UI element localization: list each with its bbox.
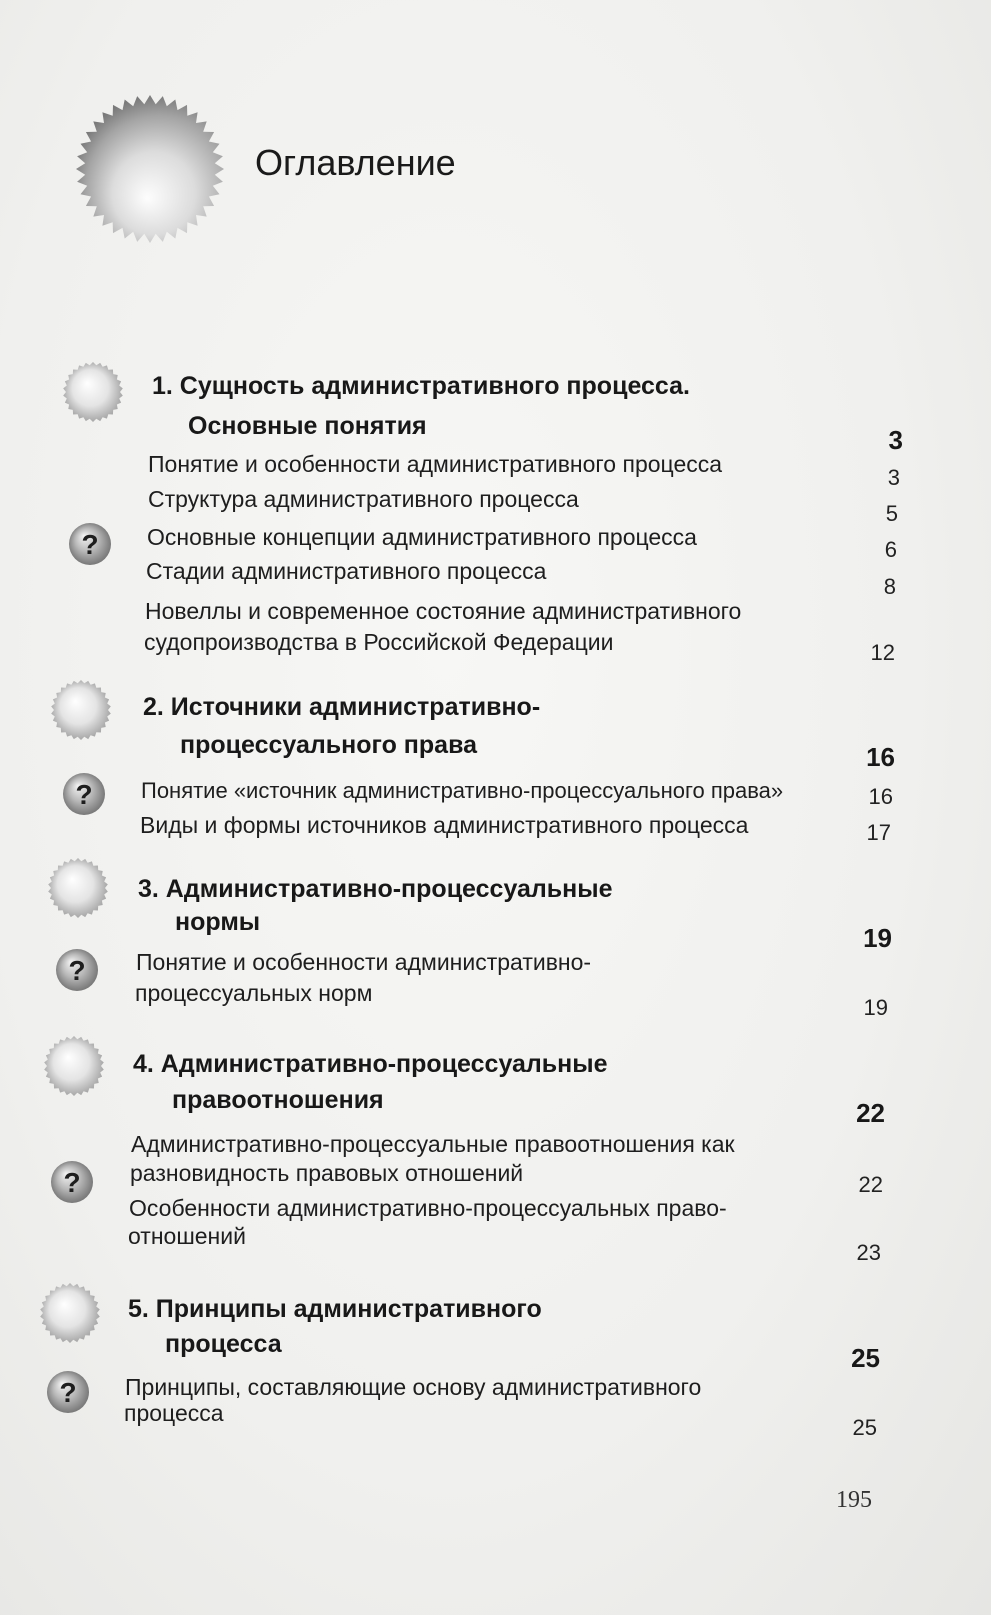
toc-entry-text: Структура административного процесса [148, 486, 579, 512]
toc-entry-text: Административно-процессуальные правоотношения как [131, 1131, 735, 1157]
toc-entry-page-number: 25 [852, 1415, 877, 1440]
question-mark: ? [75, 779, 93, 810]
toc-entry-page-number: 23 [856, 1240, 881, 1265]
toc-entry-text: Новеллы и современное состояние административного [145, 598, 742, 624]
sphere-icon [50, 679, 112, 741]
toc-entry-page-number: 22 [858, 1172, 883, 1197]
question-icon [54, 947, 100, 993]
toc-entry-text: разновидность правовых отношений [130, 1160, 524, 1186]
question-icon [49, 1159, 95, 1205]
toc-entry-text: Понятие «источник административно-процессуального права» [141, 778, 784, 803]
sunburst-icon [72, 94, 228, 244]
section-page-number: 25 [851, 1343, 880, 1373]
toc-entry-text: Принципы, составляющие основу административного [125, 1374, 702, 1400]
folio-page-number: 195 [836, 1487, 872, 1513]
question-icon [45, 1369, 91, 1415]
question-icon [67, 521, 113, 567]
toc-entry-text: Особенности административно-процессуальных право- [129, 1195, 727, 1221]
section-page-number: 3 [888, 425, 903, 455]
sphere-icon [62, 361, 124, 423]
toc-entry-text: процесса [124, 1400, 224, 1426]
section-page-number: 16 [866, 742, 895, 772]
toc-entry-text: Понятие и особенности административно- [136, 949, 592, 975]
question-mark: ? [63, 1167, 81, 1198]
question-mark: ? [59, 1377, 77, 1408]
section-page-number: 22 [856, 1098, 885, 1128]
toc-entry-page-number: 3 [887, 465, 900, 490]
toc-entry-page-number: 17 [866, 820, 891, 845]
toc-entry-text: Стадии административного процесса [146, 558, 547, 584]
sphere-icon [39, 1282, 101, 1344]
question-mark: ? [68, 955, 86, 986]
toc-entry-text: Понятие и особенности административного процесса [148, 451, 723, 477]
section-heading: 5. Принципы административного [128, 1295, 542, 1323]
toc-entry-page-number: 16 [868, 784, 893, 809]
section-page-number: 19 [863, 923, 892, 953]
toc-entry-text: отношений [128, 1223, 246, 1249]
section-heading: 3. Административно-процессуальные [138, 875, 613, 903]
toc-entry-page-number: 6 [884, 537, 897, 562]
section-heading: процесса [165, 1330, 282, 1358]
toc-entry-text: Основные концепции административного процесса [147, 524, 697, 550]
toc-entry-text: процессуальных норм [135, 980, 373, 1006]
toc-entry-page-number: 8 [883, 574, 896, 599]
section-heading: 1. Сущность административного процесса. [152, 372, 690, 400]
toc-entry-page-number: 5 [885, 501, 898, 526]
section-heading: 4. Административно-процессуальные [133, 1050, 608, 1078]
section-heading: правоотношения [172, 1086, 384, 1114]
section-heading: процессуального права [180, 731, 478, 759]
toc-entry-page-number: 12 [870, 640, 895, 665]
sphere-icon [43, 1035, 105, 1097]
section-heading: 2. Источники административно- [143, 693, 541, 721]
toc-entry-page-number: 19 [863, 995, 888, 1020]
question-mark: ? [81, 529, 99, 560]
section-heading: нормы [175, 908, 261, 936]
question-icon [61, 771, 107, 817]
toc-entry-text: судопроизводства в Российской Федерации [144, 629, 614, 655]
page-title: Оглавление [255, 142, 456, 183]
sphere-icon [47, 857, 109, 919]
section-heading: Основные понятия [188, 412, 427, 440]
toc-entry-text: Виды и формы источников административного процесса [140, 812, 749, 838]
